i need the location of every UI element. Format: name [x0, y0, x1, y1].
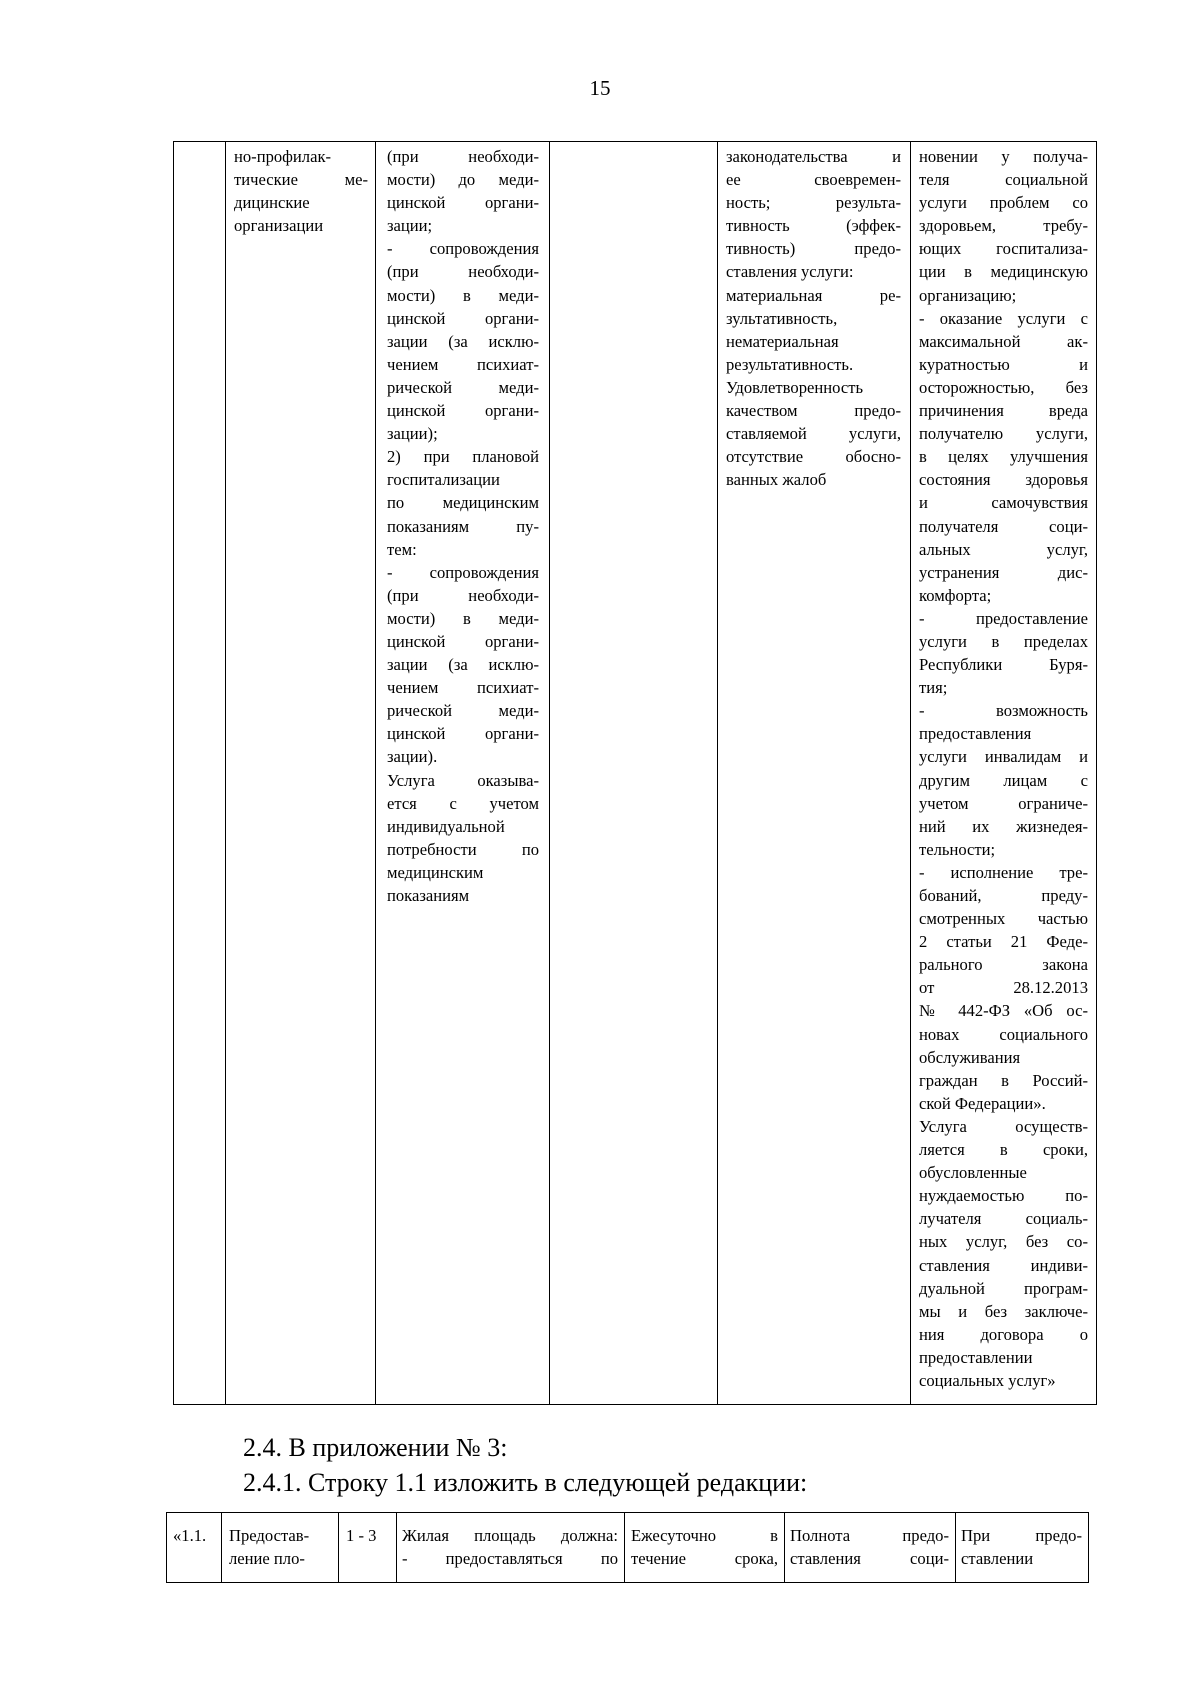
text-line: (при необходи-	[387, 585, 539, 605]
text-line: тивность (эффек-	[726, 216, 901, 236]
text-line: отсутствие обосно-	[726, 447, 901, 467]
text-line: ется с учетом	[387, 793, 539, 813]
text-line: предоставления	[919, 724, 1032, 744]
text-line: качеством предо-	[726, 401, 901, 421]
text-line: ванных жалоб	[726, 470, 827, 490]
text-line: дуальной програм-	[919, 1278, 1088, 1298]
text-line: обслуживания	[919, 1047, 1021, 1067]
text-line: ее своевремен-	[726, 170, 901, 190]
table-2-cell-conditions: При предо- ставлении	[961, 1526, 1082, 1568]
text-line: ность; результа-	[726, 193, 901, 213]
text-line: Удовлетворенность	[726, 377, 864, 397]
text-line: от 28.12.2013	[919, 978, 1088, 998]
text-line: цинской органи-	[387, 401, 539, 421]
text-line: альных услуг,	[919, 539, 1088, 559]
text-line: результативность.	[726, 354, 854, 374]
text-line: предоставлении	[919, 1347, 1033, 1367]
text-line: нуждаемостью по-	[919, 1186, 1088, 1206]
table-1-cell-quality-indicators	[726, 145, 901, 491]
text-line: рального закона	[919, 955, 1088, 975]
text-line: ции в медицинскую	[919, 262, 1088, 282]
text-line: зации (за исклю-	[387, 655, 539, 675]
text-line: - исполнение тре-	[919, 862, 1088, 882]
text-line: здоровьем, требу-	[919, 216, 1088, 236]
text-line: 2 статьи 21 Феде-	[919, 932, 1088, 952]
text-line: - возможность	[919, 701, 1088, 721]
text-line: - предоставление	[919, 608, 1088, 628]
table-2-cell-service-name: Предостав- ление пло-	[229, 1526, 310, 1568]
text-line: социальных услуг»	[919, 1370, 1056, 1390]
text-line: ляется в сроки,	[919, 1140, 1088, 1160]
page-number: 15	[589, 76, 611, 100]
text-line: учетом ограниче-	[919, 793, 1088, 813]
text-line: (при необходи-	[387, 262, 539, 282]
text-line: другим лицам с	[919, 770, 1088, 790]
text-line: дицинские	[234, 193, 310, 213]
text-line: организацию;	[919, 285, 1017, 305]
text-line: бований, преду-	[919, 886, 1088, 905]
text-line: организации	[234, 216, 324, 236]
text-line: цинской органи-	[387, 631, 539, 651]
text-line: цинской органи-	[387, 193, 539, 213]
text-line: получателя соци-	[919, 516, 1088, 536]
text-line: № 442-ФЗ «Об ос-	[919, 1001, 1088, 1021]
text-line: зации);	[387, 424, 438, 444]
text-line: устранения дис-	[919, 562, 1088, 582]
text-line: ставления услуги:	[726, 262, 854, 282]
text-line: зации (за исклю-	[387, 331, 539, 351]
text-line: (при необходи-	[387, 147, 539, 166]
text-line: Услуга оказыва-	[387, 770, 539, 790]
table-2-row-number: «1.1.	[173, 1526, 207, 1545]
text-line: ющих госпитализа-	[919, 239, 1088, 259]
text-line: мы и без заключе-	[919, 1301, 1088, 1321]
text-line: обусловленные	[919, 1163, 1027, 1183]
text-line: тем:	[387, 539, 417, 559]
table-1-cell-organization-type	[234, 145, 368, 237]
text-line: - оказание услуги с	[919, 308, 1088, 328]
text-line: тические ме-	[234, 170, 368, 190]
text-line: услуги проблем со	[919, 193, 1088, 213]
text-line: мости) в меди-	[387, 285, 539, 305]
text-line: лучателя социаль-	[919, 1209, 1088, 1229]
text-line: ской Федерации».	[919, 1093, 1046, 1113]
text-line: зации).	[387, 747, 438, 767]
text-line: рической меди-	[387, 377, 539, 397]
text-line: зации;	[387, 216, 433, 236]
text-line: - сопровождения	[387, 239, 539, 259]
text-line: материальная ре-	[726, 285, 901, 305]
text-line: цинской органи-	[387, 308, 539, 328]
text-line: ставления индиви-	[919, 1255, 1088, 1275]
text-line: граждан в Россий-	[919, 1070, 1088, 1090]
text-line: куратностью и	[919, 354, 1088, 374]
text-line: показаниям пу-	[387, 516, 539, 536]
paragraph-2-4-1: 2.4.1. Строку 1.1 изложить в следующей редакции:	[243, 1468, 808, 1497]
text-line: ных услуг, без со-	[919, 1232, 1088, 1252]
text-line: показаниям	[387, 886, 470, 905]
text-line: ний их жизнедея-	[919, 816, 1088, 836]
text-line: комфорта;	[919, 585, 992, 605]
text-line: медицинским	[387, 862, 484, 882]
text-line: мости) в меди-	[387, 608, 539, 628]
table-2-cell-requirements: Жилая площадь должна: - предоставляться по	[402, 1526, 618, 1568]
text-line: теля социальной	[919, 170, 1088, 190]
text-line: цинской органи-	[387, 724, 539, 744]
text-line: зультативность,	[726, 308, 838, 328]
text-line: по медицинским	[387, 493, 539, 513]
text-line: смотренных частью	[919, 909, 1088, 929]
text-line: чением психиат-	[387, 678, 539, 698]
text-line: Республики Буря-	[919, 655, 1088, 675]
text-line: и самочувствия	[919, 493, 1088, 513]
text-line: ния договора о	[919, 1324, 1088, 1344]
text-line: тельности;	[919, 839, 996, 859]
text-line: в целях улучшения	[919, 447, 1088, 467]
text-line: причинения вреда	[919, 401, 1088, 421]
table-2-cell-frequency: Ежесуточно в течение срока,	[631, 1526, 778, 1568]
text-line: 2) при плановой	[387, 447, 539, 467]
text-line: услуги в пределах	[919, 631, 1088, 651]
text-line: получателю услуги,	[919, 424, 1088, 444]
text-line: госпитализации	[387, 470, 500, 490]
text-line: потребности по	[387, 839, 539, 859]
table-1-cell-service-conditions	[919, 145, 1088, 1392]
text-line: чением психиат-	[387, 354, 539, 374]
text-line: мости) до меди-	[387, 170, 539, 190]
text-line: услуги инвалидам и	[919, 747, 1088, 767]
text-line: новении у получа-	[919, 147, 1088, 166]
text-line: осторожностью, без	[919, 377, 1088, 397]
text-line: тия;	[919, 678, 948, 698]
paragraph-2-4: 2.4. В приложении № 3:	[243, 1433, 508, 1462]
text-line: Услуга осуществ-	[919, 1116, 1088, 1136]
text-line: рической меди-	[387, 701, 539, 721]
table-2-cell-code: 1 - 3	[346, 1526, 377, 1545]
text-line: состояния здоровья	[919, 470, 1088, 490]
text-line: законодательства и	[726, 147, 901, 166]
table-2-cell-completeness: Полнота предо- ставления соци-	[790, 1526, 949, 1568]
text-line: индивидуальной	[387, 816, 505, 836]
table-1-cell-service-description	[387, 145, 539, 907]
text-line: нематериальная	[726, 331, 839, 351]
text-line: тивность) предо-	[726, 239, 901, 259]
text-line: максимальной ак-	[919, 331, 1088, 351]
text-line: ставляемой услуги,	[726, 424, 901, 444]
text-line: но-профилак-	[234, 147, 332, 166]
text-line: новах социального	[919, 1024, 1088, 1044]
text-line: - сопровождения	[387, 562, 539, 582]
